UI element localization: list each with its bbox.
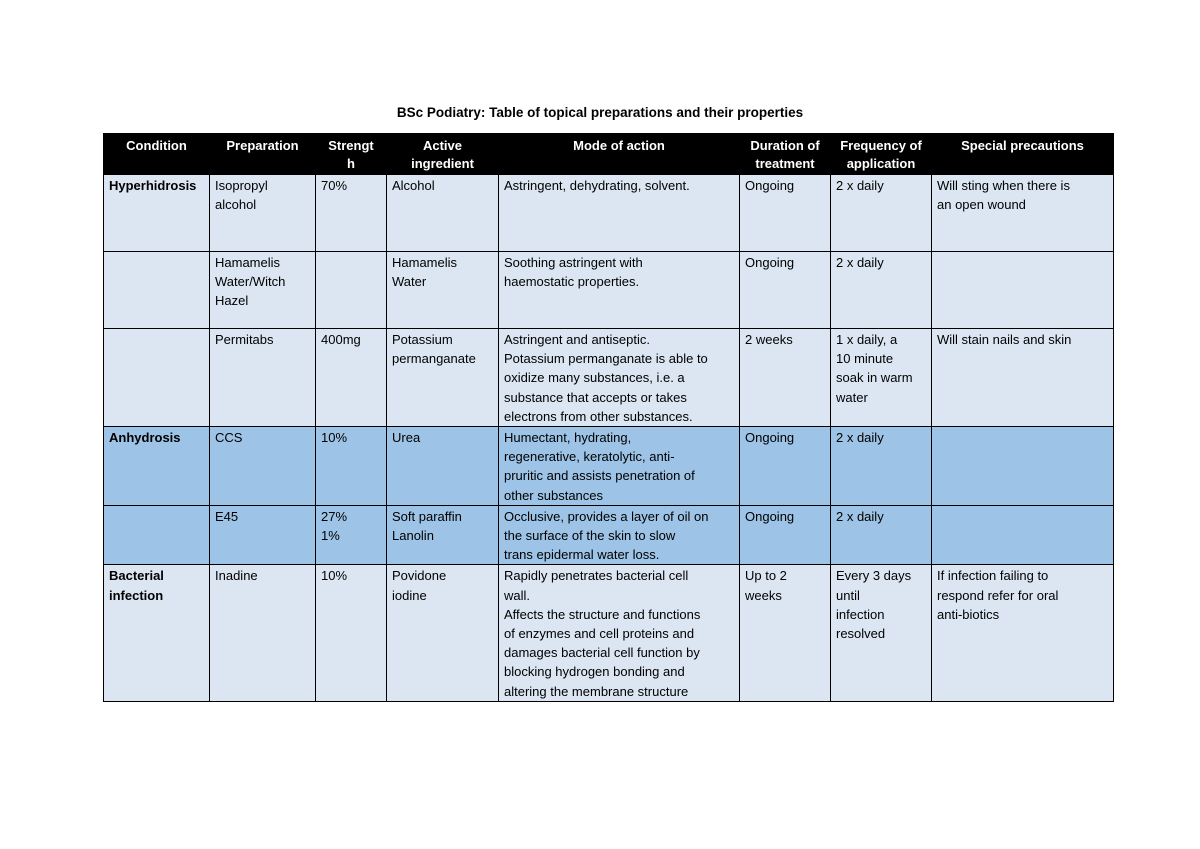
frequency-cell: 1 x daily, a 10 minute soak in warm water [831,329,932,427]
mode-of-action-cell: Soothing astringent with haemostatic properties. [499,252,740,329]
active-ingredient-cell: Hamamelis Water [387,252,499,329]
active-ingredient-cell: Alcohol [387,175,499,252]
active-ingredient-cell: Povidone iodine [387,565,499,701]
preparation-cell: Inadine [210,565,316,701]
duration-cell: Up to 2 weeks [740,565,831,701]
duration-cell: 2 weeks [740,329,831,427]
condition-cell: Hyperhidrosis [104,175,210,252]
mode-of-action-cell: Rapidly penetrates bacterial cell wall. Affects the structure and functions of enzymes and cell proteins and damages bacterial cell function by blocking hydrogen bonding and altering the membrane structure [499,565,740,701]
precautions-cell [932,252,1114,329]
duration-cell: Ongoing [740,175,831,252]
frequency-cell: 2 x daily [831,505,932,565]
strength-cell [316,252,387,329]
header-preparation: Preparation [210,134,316,175]
frequency-cell: 2 x daily [831,252,932,329]
header-duration: Duration of treatment [740,134,831,175]
header-condition: Condition [104,134,210,175]
condition-cell [104,252,210,329]
duration-cell: Ongoing [740,252,831,329]
precautions-cell: If infection failing to respond refer for oral anti-biotics [932,565,1114,701]
condition-cell: Anhydrosis [104,427,210,506]
strength-cell: 10% [316,565,387,701]
active-ingredient-cell: Soft paraffin Lanolin [387,505,499,565]
strength-cell: 70% [316,175,387,252]
page-title: BSc Podiatry: Table of topical preparations and their properties [396,105,804,120]
table-row [104,505,1114,565]
mode-of-action-cell: Humectant, hydrating, regenerative, keratolytic, anti- pruritic and assists penetration of other substances [499,427,740,506]
preparation-cell: CCS [210,427,316,506]
active-ingredient-cell: Urea [387,427,499,506]
mode-of-action-cell: Astringent and antiseptic. Potassium permanganate is able to oxidize many substances, i.e. a substance that accepts or takes electrons from other substances. [499,329,740,427]
table-row [104,329,1114,427]
header-special-precautions: Special precautions [932,134,1114,175]
header-active-ingredient: Active ingredient [387,134,499,175]
condition-cell: Bacterial infection [104,565,210,701]
frequency-cell: 2 x daily [831,175,932,252]
table-row [104,427,1114,506]
strength-cell: 400mg [316,329,387,427]
preparation-cell: Hamamelis Water/Witch Hazel [210,252,316,329]
condition-cell [104,505,210,565]
duration-cell: Ongoing [740,427,831,506]
duration-cell: Ongoing [740,505,831,565]
strength-cell: 10% [316,427,387,506]
preparation-cell: Isopropyl alcohol [210,175,316,252]
precautions-cell: Will stain nails and skin [932,329,1114,427]
active-ingredient-cell: Potassium permanganate [387,329,499,427]
frequency-cell: 2 x daily [831,427,932,506]
mode-of-action-cell: Astringent, dehydrating, solvent. [499,175,740,252]
precautions-cell: Will sting when there is an open wound [932,175,1114,252]
header-strength: Strengt h [316,134,387,175]
preparation-cell: Permitabs [210,329,316,427]
precautions-cell [932,427,1114,506]
precautions-cell [932,505,1114,565]
table-row [104,252,1114,329]
frequency-cell: Every 3 days until infection resolved [831,565,932,701]
table-row [104,175,1114,252]
mode-of-action-cell: Occlusive, provides a layer of oil on the surface of the skin to slow trans epidermal water loss. [499,505,740,565]
topical-preparations-table [103,133,1114,702]
table-row [104,565,1114,701]
table-header-row [104,134,1114,175]
header-mode-of-action: Mode of action [499,134,740,175]
condition-cell [104,329,210,427]
preparation-cell: E45 [210,505,316,565]
strength-cell: 27% 1% [316,505,387,565]
header-frequency: Frequency of application [831,134,932,175]
